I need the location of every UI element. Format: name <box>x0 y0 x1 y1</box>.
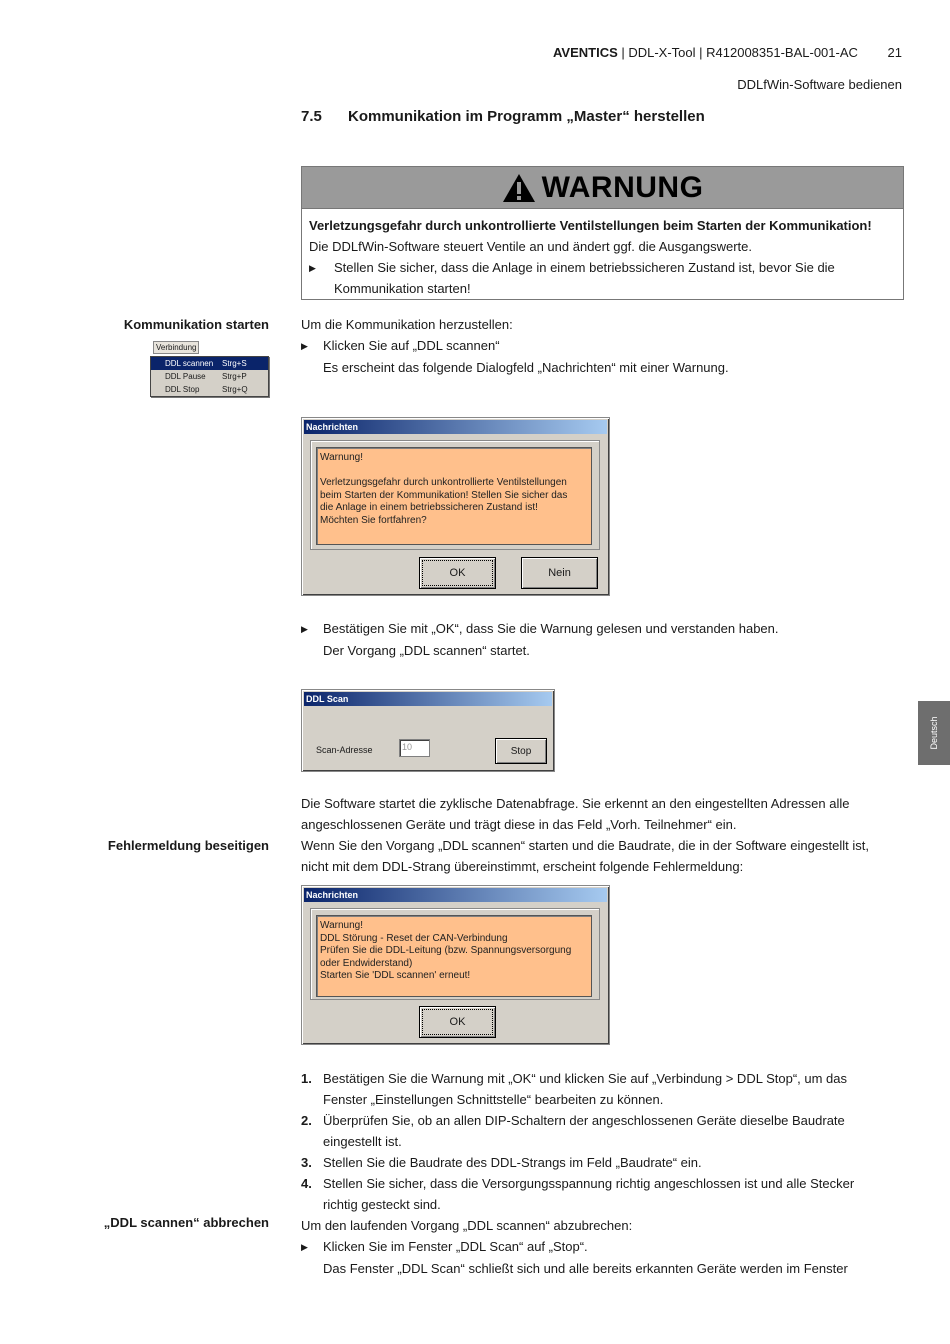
message-line: beim Starten der Kommunikation! Stellen Sie sicher das <box>320 489 568 501</box>
menu-item-label: DDL scannen <box>165 359 214 368</box>
bullet-text: Stellen Sie sicher, dass die Anlage in einem betriebssicheren Zustand ist, bevor Sie die <box>334 260 835 275</box>
step-number: 1. <box>301 1071 312 1086</box>
step-text: eingestellt ist. <box>323 1134 402 1149</box>
message-line: Starten Sie 'DDL scannen' erneut! <box>320 970 471 981</box>
numbered-steps <box>301 1068 906 1279</box>
message-line: Prüfen Sie die DDL-Leitung (bzw. Spannungsversorgung <box>320 945 572 956</box>
bullet-arrow-icon: ▶ <box>301 1242 308 1252</box>
step-number: 3. <box>301 1155 312 1170</box>
menu-item-label: DDL Pause <box>165 372 206 381</box>
paragraph-line: Wenn Sie den Vorgang „DDL scannen“ starten und die Baudrate, die in der Software eingestellt ist, <box>301 838 870 853</box>
abort-result: Das Fenster „DDL Scan“ schließt sich und alle bereits erkannten Geräte werden im Fenster <box>323 1261 848 1276</box>
menu-item-shortcut: Strg+S <box>222 359 247 368</box>
connection-menu <box>150 341 268 399</box>
message-line: oder Endwiderstand) <box>320 957 413 969</box>
side-label-start: Kommunikation starten <box>123 317 269 332</box>
language-tab <box>918 701 950 765</box>
section-title: Kommunikation im Programm „Master“ herstellen <box>348 108 705 125</box>
message-line: Verletzungsgefahr durch unkontrollierte Ventilstellungen <box>320 477 567 488</box>
no-button[interactable]: Nein <box>521 557 598 589</box>
message-line: DDL Störung - Reset der CAN-Verbindung <box>320 932 508 944</box>
step-text: richtig gesteckt sind. <box>323 1197 441 1212</box>
step-item <box>301 1068 906 1110</box>
paragraph-line: angeschlossenen Geräte und trägt diese in das Feld „Vorh. Teilnehmer“ ein. <box>301 817 737 832</box>
dialog-title: DDL Scan <box>304 692 552 706</box>
menu-item-label: DDL Stop <box>165 385 200 394</box>
start-result: Es erscheint das folgende Dialogfeld „Nachrichten“ mit einer Warnung. <box>323 360 729 375</box>
messages-dialog-warning <box>301 417 610 596</box>
step-item <box>301 1110 906 1152</box>
warning-bullet <box>309 257 896 299</box>
warning-text: Die DDLfWin-Software steuert Ventile an und ändert ggf. die Ausgangswerte. <box>309 239 752 254</box>
menu-item-ddl-stop <box>151 383 268 396</box>
running-header <box>553 45 902 60</box>
confirm-step: Bestätigen Sie mit „OK“, dass Sie die Warnung gelesen und verstanden haben. <box>323 621 779 636</box>
side-label-error: Fehlermeldung beseitigen <box>107 838 269 853</box>
stop-button[interactable]: Stop <box>495 738 547 764</box>
step-item <box>301 1152 906 1173</box>
message-line: Möchten Sie fortfahren? <box>320 514 427 526</box>
start-step: Klicken Sie auf „DDL scannen“ <box>323 338 500 353</box>
section-heading <box>301 108 705 125</box>
warning-box <box>301 166 904 300</box>
step-text: Bestätigen Sie die Warnung mit „OK“ und klicken Sie auf „Verbindung > DDL Stop“, um das <box>323 1071 847 1086</box>
message-line: Warnung! <box>320 920 363 931</box>
warning-header <box>302 167 903 209</box>
ddl-scan-dialog <box>301 689 555 772</box>
messages-dialog-error <box>301 885 610 1045</box>
warning-title: WARNUNG <box>541 170 704 204</box>
paragraph-data-query <box>301 793 906 877</box>
warning-headline: Verletzungsgefahr durch unkontrollierte Ventilstellungen beim Starten der Kommunikation! <box>309 218 872 233</box>
bullet-text: Kommunikation starten! <box>334 281 471 296</box>
menu-item-ddl-scan <box>151 357 268 370</box>
message-line: die Anlage in einem betriebssicheren Zustand ist! <box>320 502 538 513</box>
menu-item-shortcut: Strg+Q <box>222 385 248 394</box>
language-tab-label: Deutsch <box>929 716 939 750</box>
menu-bar-connection: Verbindung <box>153 341 199 354</box>
dialog-title: Nachrichten <box>304 420 607 434</box>
message-line: Warnung! <box>320 452 363 463</box>
scan-address-label: Scan-Adresse <box>316 745 373 755</box>
brand: AVENTICS <box>552 45 618 60</box>
doc-id: | DDL-X-Tool | R412008351-BAL-001-AC <box>617 45 858 60</box>
step-text: Überprüfen Sie, ob an allen DIP-Schaltern der angeschlossenen Geräte dieselbe Baudrate <box>323 1113 845 1128</box>
step-number: 2. <box>301 1113 312 1128</box>
menu-item-shortcut: Strg+P <box>222 372 247 381</box>
side-label-abort: „DDL scannen“ abbrechen <box>103 1215 269 1230</box>
step-number: 4. <box>301 1176 312 1191</box>
page-number: 21 <box>887 45 902 60</box>
scan-address-field[interactable]: 10 <box>399 739 430 757</box>
confirm-result: Der Vorgang „DDL scannen“ startet. <box>323 643 530 658</box>
menu-item-ddl-pause <box>151 370 268 383</box>
start-instructions <box>301 314 906 378</box>
section-number: 7.5 <box>301 108 322 125</box>
error-message <box>316 915 592 997</box>
warning-message <box>316 447 592 545</box>
message-line <box>320 465 588 478</box>
chapter-title: DDLfWin-Software bedienen <box>737 77 902 92</box>
bullet-arrow-icon: ▶ <box>309 263 316 273</box>
ok-button[interactable]: OK <box>419 557 496 589</box>
step-text: Fenster „Einstellungen Schnittstelle“ bearbeiten zu können. <box>323 1092 664 1107</box>
confirm-instructions <box>301 618 906 661</box>
paragraph-line: nicht mit dem DDL-Strang übereinstimmt, erscheint folgende Fehlermeldung: <box>301 859 744 874</box>
bullet-arrow-icon: ▶ <box>301 341 308 351</box>
step-text: Stellen Sie die Baudrate des DDL-Strangs im Feld „Baudrate“ ein. <box>323 1155 702 1170</box>
start-intro: Um die Kommunikation herzustellen: <box>301 317 513 332</box>
bullet-arrow-icon: ▶ <box>301 624 308 634</box>
step-item <box>301 1173 906 1215</box>
menu-list <box>150 356 269 397</box>
abort-step: Klicken Sie im Fenster „DDL Scan“ auf „Stop“. <box>323 1239 588 1254</box>
abort-intro: Um den laufenden Vorgang „DDL scannen“ abzubrechen: <box>301 1218 633 1233</box>
ok-button[interactable]: OK <box>419 1006 496 1038</box>
paragraph-line: Die Software startet die zyklische Datenabfrage. Sie erkennt an den eingestellten Adressen alle <box>301 796 850 811</box>
step-text: Stellen Sie sicher, dass die Versorgungsspannung richtig angeschlossen ist und alle Stecker <box>323 1176 855 1191</box>
dialog-title: Nachrichten <box>304 888 607 902</box>
warning-triangle-icon <box>502 173 536 203</box>
